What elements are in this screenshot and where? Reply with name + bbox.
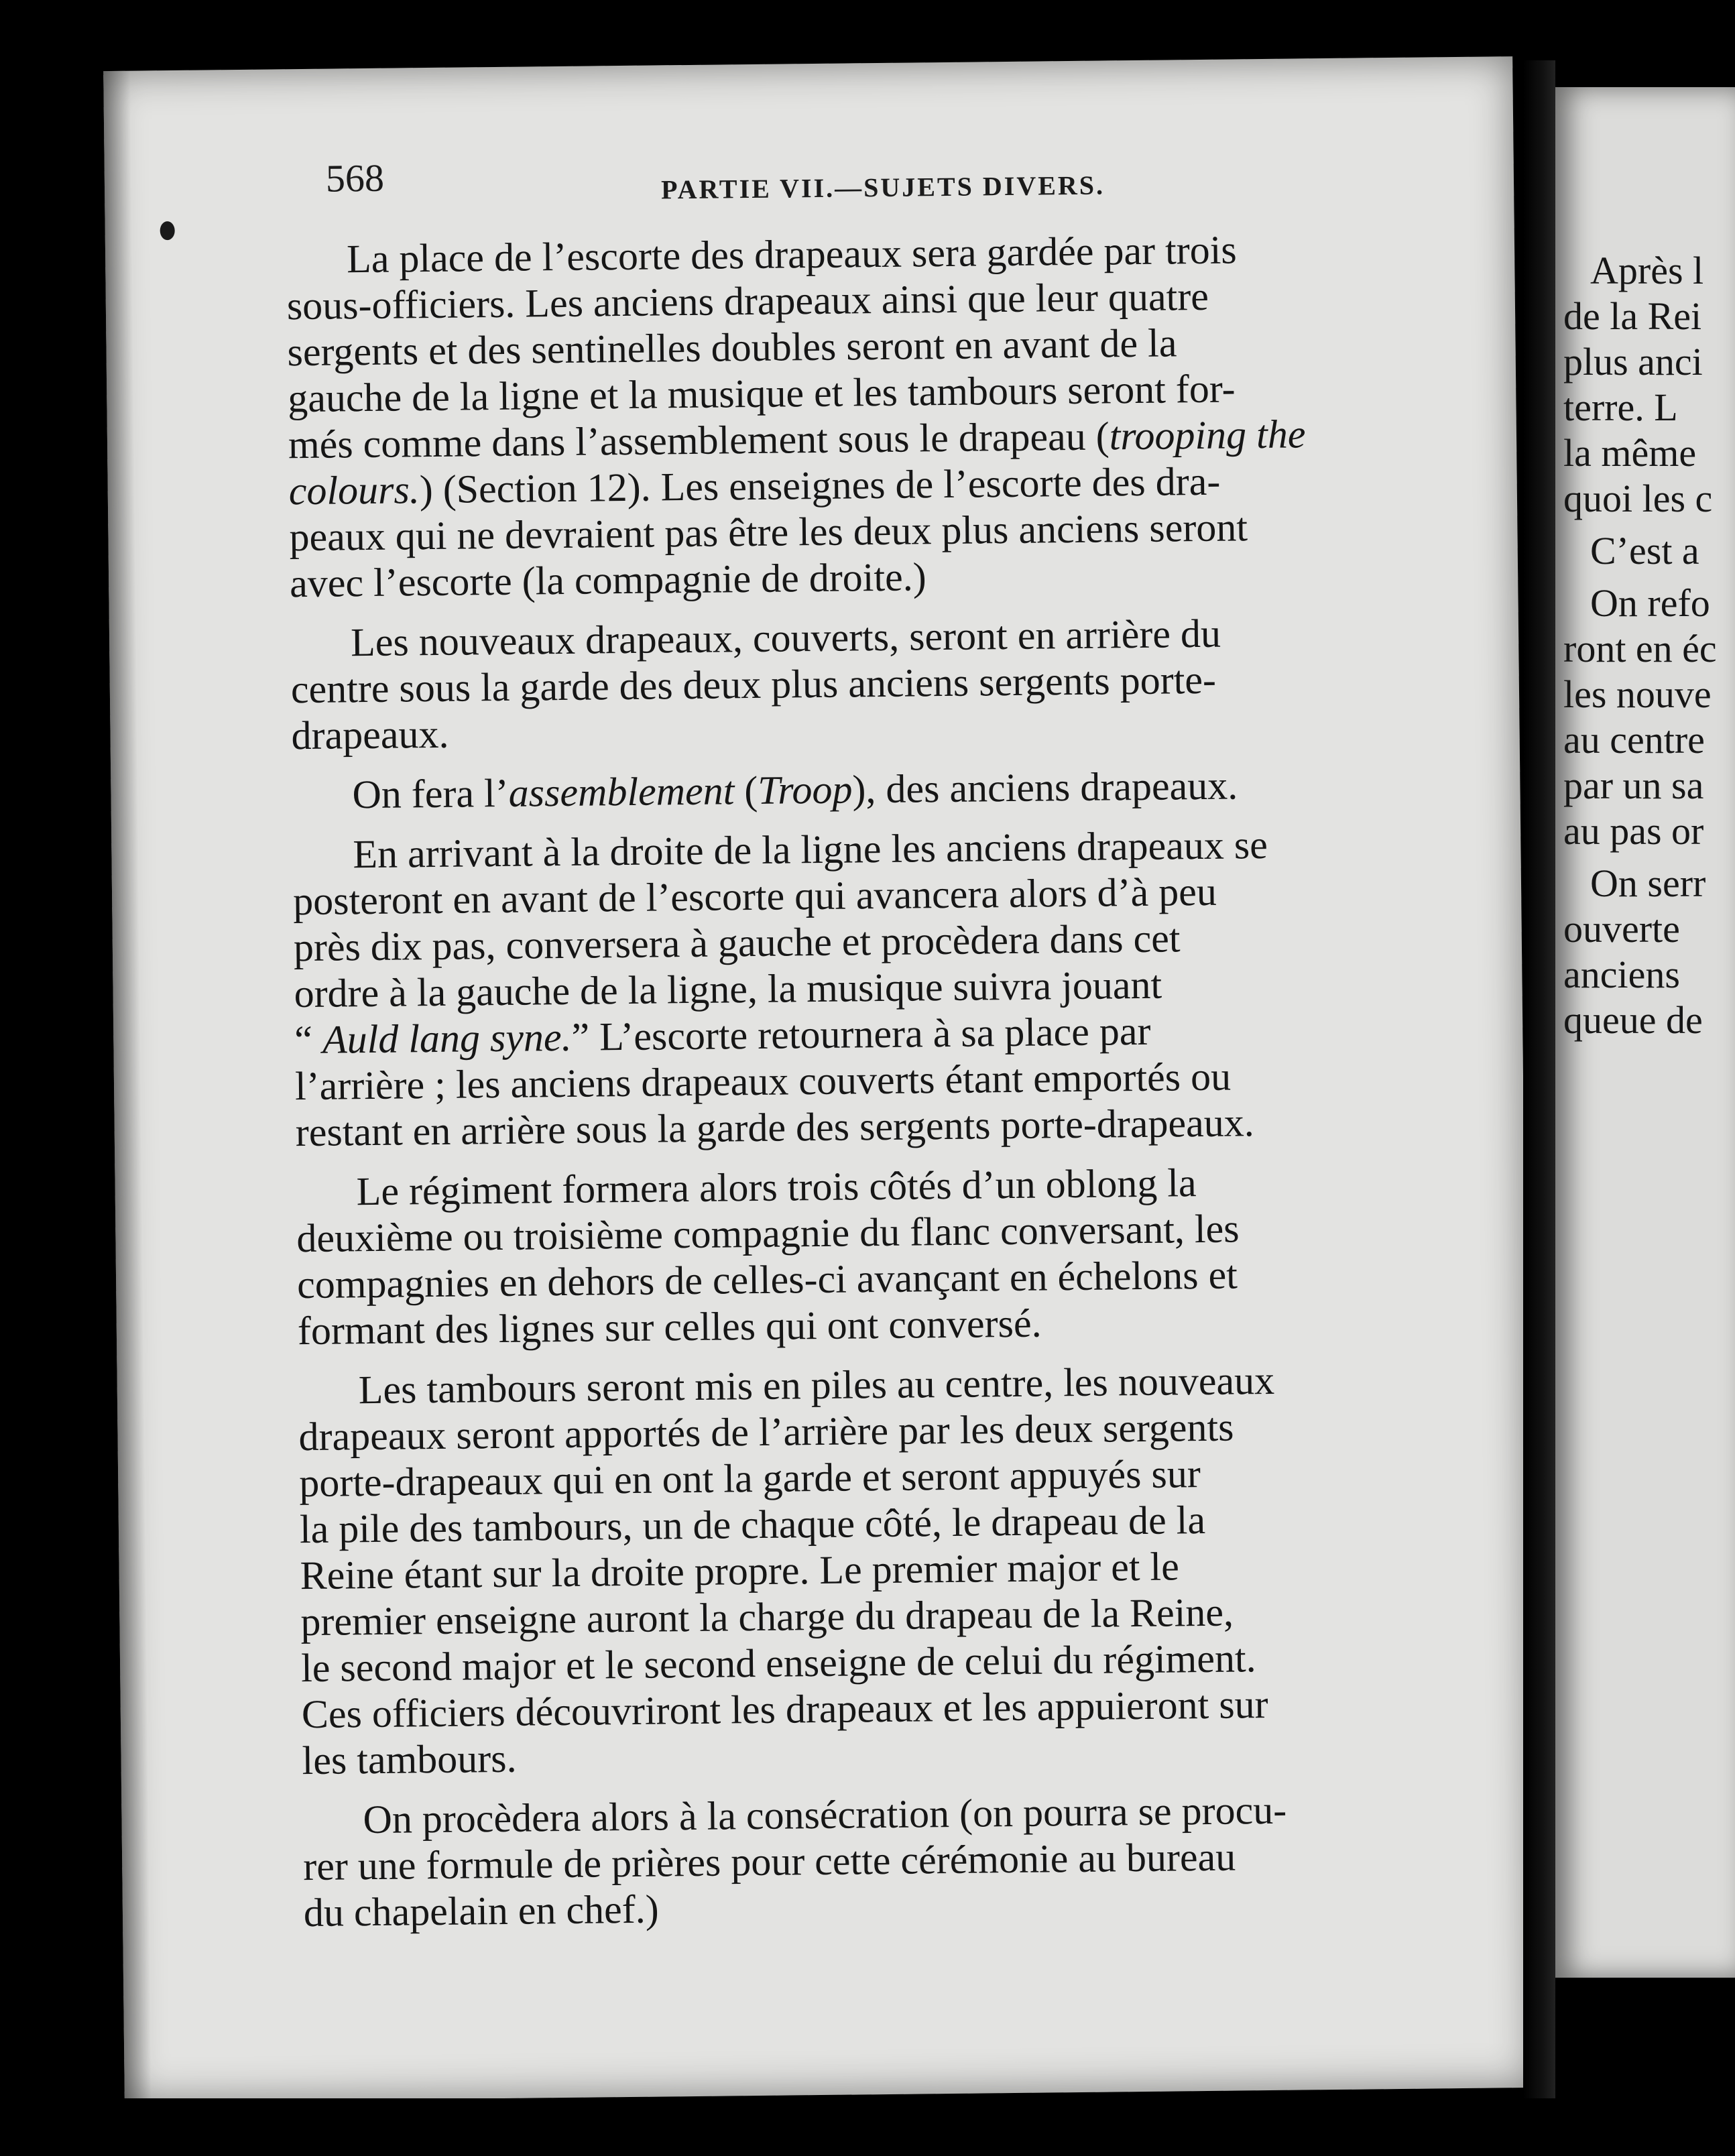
paragraph	[302, 1783, 1534, 1936]
book-page	[103, 56, 1534, 2102]
running-head: PARTIE VII.—SUJETS DIVERS.	[660, 170, 1105, 205]
text-line: Les nouveaux drapeaux, couverts, seront en arrière du	[350, 611, 1221, 665]
paragraph	[286, 223, 1534, 607]
text-line: formant des lignes sur celles qui ont conversé.	[297, 1301, 1042, 1354]
paragraph	[292, 818, 1534, 1156]
facing-page-line: ouverte	[1563, 907, 1680, 951]
text-line: En arrivant à la droite de la ligne les anciens drapeaux se	[353, 822, 1268, 877]
facing-page-line: de la Rei	[1563, 294, 1702, 338]
text-line: On fera l’assemblement (Troop), des anciens drapeaux.	[352, 763, 1238, 817]
text-line: centre sous la garde des deux plus anciens sergents porte-	[290, 657, 1217, 712]
text-line: colours.) (Section 12). Les enseignes de l’escorte des dra-	[288, 459, 1221, 514]
facing-page-line: plus anci	[1563, 340, 1703, 383]
text-line: Ces officiers découvriront les drapeaux et les appuieront sur	[301, 1682, 1268, 1737]
text-line: premier enseigne auront la charge du drapeau de la Reine,	[300, 1590, 1234, 1644]
text-line: Reine étant sur la droite propre. Le premier major et le	[300, 1544, 1180, 1598]
facing-page	[1555, 87, 1735, 1978]
text-line: sergents et des sentinelles doubles seront en avant de la	[287, 320, 1177, 375]
facing-page-line: par un sa	[1563, 764, 1704, 807]
text-line: du chapelain en chef.)	[303, 1886, 660, 1935]
ink-speck	[160, 221, 175, 240]
facing-page-line: On refo	[1590, 581, 1710, 625]
paragraph	[296, 1155, 1533, 1354]
text-line: sous-officiers. Les anciens drapeaux ainsi que leur quatre	[286, 274, 1209, 328]
text-line: Le régiment formera alors trois côtés d’un oblong la	[356, 1160, 1197, 1214]
text-line: porte-drapeaux qui en ont la garde et seront appuyés sur	[298, 1451, 1201, 1506]
text-line: ordre à la gauche de la ligne, la musique suivra jouant	[294, 962, 1162, 1016]
scan-border	[0, 2098, 1735, 2156]
text-line: avec l’escorte (la compagnie de droite.)	[289, 554, 927, 606]
text-line: On procèdera alors à la consécration (on pourra se procu-	[363, 1787, 1287, 1842]
facing-page-line: quoi les c	[1563, 477, 1713, 520]
text-line: rer une formule de prières pour cette cérémonie au bureau	[302, 1834, 1236, 1889]
text-line: Les tambours seront mis en piles au centre, les nouveaux	[358, 1358, 1275, 1413]
facing-page-line: la même	[1563, 431, 1697, 475]
body-text	[286, 223, 1534, 1936]
facing-page-text	[1563, 248, 1717, 1043]
facing-page-line: les nouve	[1563, 672, 1712, 716]
text-line: peaux qui ne devraient pas être les deux plus anciens seront	[289, 505, 1248, 560]
text-line: près dix pas, conversera à gauche et procèdera dans cet	[293, 916, 1181, 970]
text-line: més comme dans l’assemblement sous le drapeau (trooping the	[288, 412, 1306, 467]
facing-page-line: ront en éc	[1563, 627, 1717, 670]
text-line: La place de l’escorte des drapeaux sera gardée par trois	[346, 227, 1238, 282]
text-line: le second major et le second enseigne de celui du régiment.	[300, 1636, 1256, 1691]
facing-page-line: C’est a	[1590, 529, 1699, 573]
text-line: restant en arrière sous la garde des sergents porte-drapeaux.	[295, 1100, 1255, 1155]
text-line: drapeaux seront apportés de l’arrière par les deux sergents	[298, 1404, 1234, 1459]
text-line: compagnies en dehors de celles-ci avançant en échelons et	[296, 1252, 1238, 1307]
facing-page-line: au pas or	[1563, 809, 1704, 853]
facing-page-line: Après l	[1590, 249, 1704, 292]
book-gutter	[1523, 60, 1555, 2152]
paragraph	[292, 758, 1534, 819]
paragraph	[298, 1354, 1533, 1784]
text-line: la pile des tambours, un de chaque côté, le drapeau de la	[299, 1497, 1206, 1552]
text-line: les tambours.	[302, 1736, 517, 1783]
facing-page-line: terre. L	[1563, 385, 1678, 429]
text-line: gauche de la ligne et la musique et les tambours seront for-	[287, 366, 1236, 421]
facing-page-line: au centre	[1563, 718, 1705, 762]
facing-page-line: On serr	[1590, 861, 1706, 905]
text-line: posteront en avant de l’escorte qui avancera alors d’à peu	[292, 869, 1217, 924]
text-line: deuxième ou troisième compagnie du flanc conversant, les	[296, 1206, 1240, 1261]
paragraph	[290, 606, 1534, 759]
text-line: l’arrière ; les anciens drapeaux couverts étant emportés ou	[294, 1054, 1232, 1109]
facing-page-line: anciens	[1563, 953, 1680, 996]
page-number: 568	[325, 156, 385, 200]
facing-page-line: queue de	[1563, 998, 1703, 1042]
text-line: “ Auld lang syne.” L’escorte retournera à sa place par	[294, 1008, 1151, 1063]
text-line: drapeaux.	[291, 711, 449, 758]
